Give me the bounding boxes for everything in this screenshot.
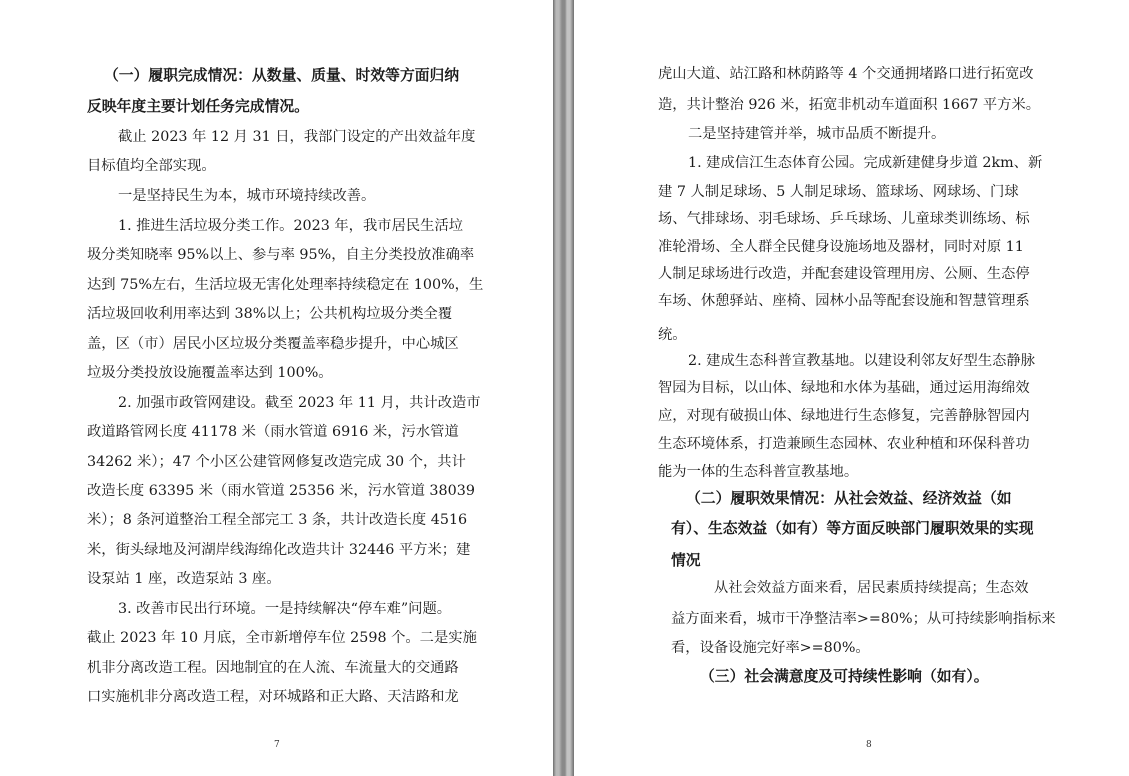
paragraph-line: 2. 加强市政管网建设。截至 2023 年 11 月，共计改造市: [118, 395, 481, 411]
paragraph-line: 截止 2023 年 12 月 31 日，我部门设定的产出效益年度: [118, 129, 476, 145]
paragraph-line: 准轮滑场、全人群全民健身设施场地及器材，同时对原 11: [658, 239, 1024, 255]
section-heading-3: （三）社会满意度及可持续性影响（如有）。: [700, 668, 989, 685]
page-number: 7: [274, 740, 280, 750]
paragraph-line: 看，设备设施完好率>=80%。: [671, 640, 870, 656]
paragraph-line: 一是坚持民生为本，城市环境持续改善。: [118, 188, 376, 204]
page-gutter: [553, 0, 574, 776]
paragraph-line: 34262 米）；47 个小区公建管网修复改造完成 30 个，共计: [87, 454, 466, 470]
paragraph-line: 改造长度 63395 米（雨水管道 25356 米，污水管道 38039: [87, 483, 475, 499]
section-heading-2-cont: 有）、生态效益（如有）等方面反映部门履职效果的实现: [671, 520, 1034, 537]
paragraph-line: 虎山大道、站江路和林荫路等 4 个交通拥堵路口进行拓宽改: [658, 66, 1034, 82]
paragraph-line: 目标值均全部实现。: [87, 158, 216, 174]
paragraph-line: 智园为目标，以山体、绿地和水体为基础，通过运用海绵效: [658, 380, 1030, 396]
paragraph-line: 1. 建成信江生态体育公园。完成新建健身步道 2km、新: [688, 155, 1043, 171]
document-page-7: [0, 0, 553, 776]
paragraph-line: 人制足球场进行改造，并配套建设管理用房、公厕、生态停: [658, 266, 1030, 282]
document-page-8: [574, 0, 1129, 776]
paragraph-line: 2. 建成生态科普宣教基地。以建设利邻友好型生态静脉: [688, 353, 1036, 369]
paragraph-line: 活垃圾回收利用率达到 38%以上；公共机构垃圾分类全覆: [87, 306, 453, 322]
paragraph-line: 3. 改善市民出行环境。一是持续解决“停车难”问题。: [118, 601, 452, 617]
section-heading-2-cont: 情况: [671, 552, 701, 569]
paragraph-line: 米，街头绿地及河湖岸线海绵化改造共计 32446 平方米；建: [87, 542, 471, 558]
paragraph-line: 垃圾分类投放设施覆盖率达到 100%。: [87, 365, 333, 381]
section-heading-1: （一）履职完成情况：从数量、质量、时效等方面归纳: [104, 67, 460, 84]
paragraph-line: 政道路管网长度 41178 米（雨水管道 6916 米，污水管道: [87, 424, 459, 440]
paragraph-line: 圾分类知晓率 95%以上、参与率 95%，自主分类投放准确率: [87, 247, 475, 263]
paragraph-line: 米）；8 条河道整治工程全部完工 3 条，共计改造长度 4516: [87, 512, 468, 528]
section-heading-2: （二）履职效果情况：从社会效益、经济效益（如: [686, 490, 1012, 507]
paragraph-line: 益方面来看，城市干净整洁率>=80%；从可持续影响指标来: [671, 611, 1056, 627]
paragraph-line: 能为一体的生态科普宣教基地。: [658, 464, 859, 480]
paragraph-line: 盖，区（市）居民小区垃圾分类覆盖率稳步提升，中心城区: [87, 336, 459, 352]
paragraph-line: 场、气排球场、羽毛球场、乒乓球场、儿童球类训练场、标: [658, 211, 1030, 227]
page-number: 8: [866, 740, 872, 750]
paragraph-line: 口实施机非分离改造工程，对环城路和正大路、天洁路和龙: [87, 689, 459, 705]
paragraph-line: 生态环境体系，打造兼顾生态园林、农业种植和环保科普功: [658, 436, 1030, 452]
paragraph-line: 达到 75%左右，生活垃圾无害化处理率持续稳定在 100%，生: [87, 277, 484, 293]
paragraph-line: 设泵站 1 座，改造泵站 3 座。: [87, 571, 281, 587]
paragraph-line: 截止 2023 年 10 月底，全市新增停车位 2598 个。二是实施: [87, 630, 477, 646]
paragraph-line: 建 7 人制足球场、5 人制足球场、篮球场、网球场、门球: [658, 184, 1019, 200]
paragraph-line: 造，共计整治 926 米，拓宽非机动车道面积 1667 平方米。: [658, 97, 1041, 113]
paragraph-line: 统。: [658, 327, 687, 343]
paragraph-line: 应，对现有破损山体、绿地进行生态修复，完善静脉智园内: [658, 408, 1030, 424]
section-heading-1-cont: 反映年度主要计划任务完成情况。: [87, 98, 309, 115]
paragraph-line: 二是坚持建管并举，城市品质不断提升。: [688, 126, 946, 142]
paragraph-line: 车场、休憩驿站、座椅、园林小品等配套设施和智慧管理系: [658, 293, 1030, 309]
paragraph-line: 1. 推进生活垃圾分类工作。2023 年，我市居民生活垃: [118, 218, 464, 234]
paragraph-line: 机非分离改造工程。因地制宜的在人流、车流量大的交通路: [87, 660, 459, 676]
paragraph-line: 从社会效益方面来看，居民素质持续提高；生态效: [714, 580, 1029, 596]
